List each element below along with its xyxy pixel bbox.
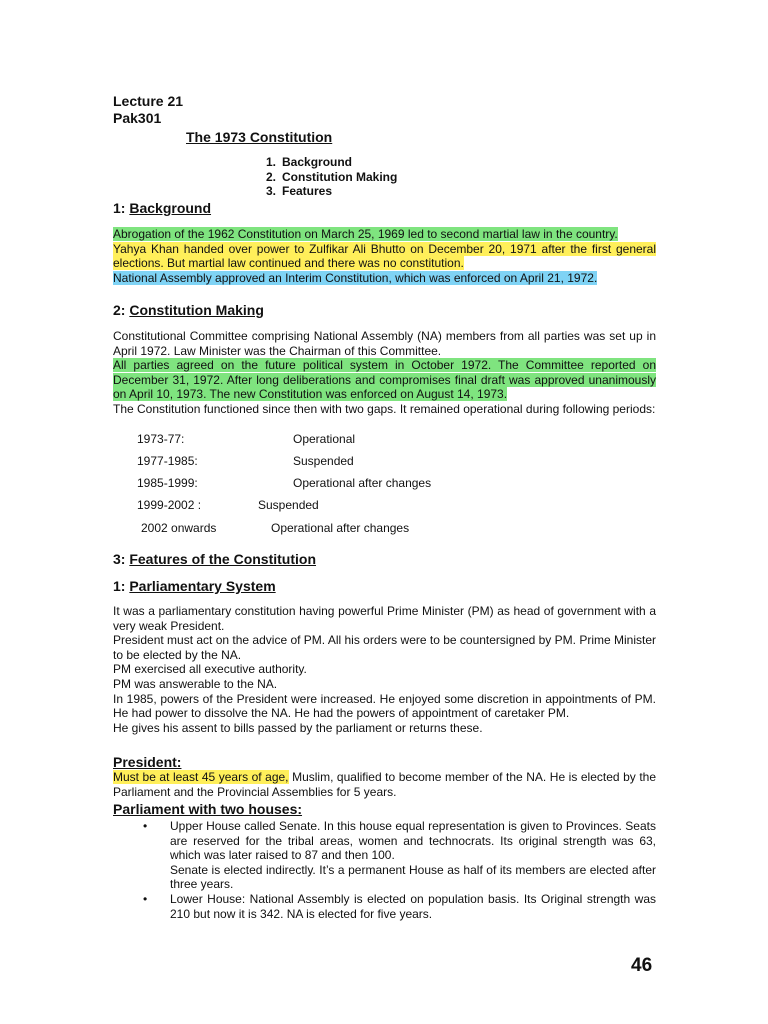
period-label: 1973-77: — [137, 432, 185, 446]
president-heading: President: — [113, 754, 182, 770]
list-item: • Lower House: National Assembly is elected on population basis. Its Original strength was 210 but now it is 342. NA is elected for five years. — [143, 891, 656, 921]
document-title: The 1973 Constitution — [186, 129, 333, 145]
section-heading-parliamentary-system: 1: Parliamentary System — [113, 578, 276, 594]
period-label: 1999-2002 : — [137, 498, 202, 512]
toc-item: 3. Features — [266, 184, 333, 198]
toc-item: 1. Background — [266, 155, 353, 169]
toc-item: 2. Constitution Making — [266, 169, 398, 184]
period-label: 1985-1999: — [137, 476, 198, 490]
page-number: 46 — [631, 955, 653, 976]
section-heading-features: 3: Features of the Constitution — [113, 551, 317, 567]
lecture-number: Lecture 21 — [113, 93, 184, 109]
period-status: Operational after changes — [271, 521, 410, 535]
period-status: Suspended — [258, 498, 319, 512]
lecture-header — [113, 93, 183, 127]
highlight-green: All parties agreed on the future political system in October 1972. The Committee reported on December 31, 1972. After long deliberations and compromises final draft was approved unanimously on April 10, 1973. The new Constitution was enforced on August 14, 1973. — [113, 358, 656, 402]
section-heading-constitution-making: 2: Constitution Making — [113, 302, 264, 318]
course-code: Pak301 — [113, 110, 162, 126]
constitution-making-paragraph: Constitutional Committee comprising National Assembly (NA) members from all parties was set up in April 1972. Law Minister was the Chairman of this Committee. All parties agreed on the future political system in October 1972. The Committee reported on December 31, 1972. After long deliberations and compromises final draft was approved unanimously on April 10, 1973. The new Constitution was enforced on August 14, 1973. The Constitution functioned since then with two gaps. It remained operational during following periods: — [113, 329, 656, 416]
bullet-icon: • — [143, 891, 148, 906]
president-paragraph: Must be at least 45 years of age, Muslim, qualified to become member of the NA. He is elected by the Parliament and the Provincial Assemblies for 5 years. — [113, 770, 656, 799]
bullet-icon: • — [143, 819, 148, 833]
section-heading-background: 1: Background — [113, 200, 212, 216]
highlight-yellow: Yahya Khan handed over power to Zulfikar Ali Bhutto on December 20, 1971 after the first general elections. But martial law continued and there was no constitution. — [113, 241, 656, 271]
highlight-yellow: Must be at least 45 years of age, — [113, 770, 289, 784]
background-paragraph — [113, 227, 656, 285]
period-status: Operational after changes — [293, 476, 432, 490]
period-label: 1977-1985: — [137, 454, 198, 468]
parliament-bullet-list — [143, 819, 656, 921]
parliamentary-paragraph: It was a parliamentary constitution having powerful Prime Minister (PM) as head of government with a very weak President. President must act on the advice of PM. All his orders were to be countersigned by PM. Prime Minister to be elected by the NA. PM exercised all executive authority. PM was answerable to the NA. In 1985, powers of the President were increased. He enjoyed some discretion in appointments of PM. He had power to dissolve the NA. He had the powers of appointment of caretaker PM. He gives his assent to bills passed by the parliament or returns these. — [113, 604, 656, 735]
period-label: 2002 onwards — [141, 521, 217, 535]
period-status: Suspended — [293, 454, 354, 468]
parliament-heading: Parliament with two houses: — [113, 801, 303, 817]
table-of-contents — [266, 155, 397, 199]
highlight-green: Abrogation of the 1962 Constitution on March 25, 1969 led to second martial law in the country. — [113, 227, 618, 241]
period-status: Operational — [293, 432, 356, 446]
highlight-blue: National Assembly approved an Interim Constitution, which was enforced on April 21, 1972. — [113, 270, 598, 285]
list-item: • Upper House called Senate. In this house equal representation is given to Provinces. Seats are reserved for the tribal areas, women and technocrats. Its original strength was 63, which was later raised to 87 and then 100. Senate is elected indirectly. It’s a permanent House as half of its members are elected after three years. — [143, 819, 656, 892]
